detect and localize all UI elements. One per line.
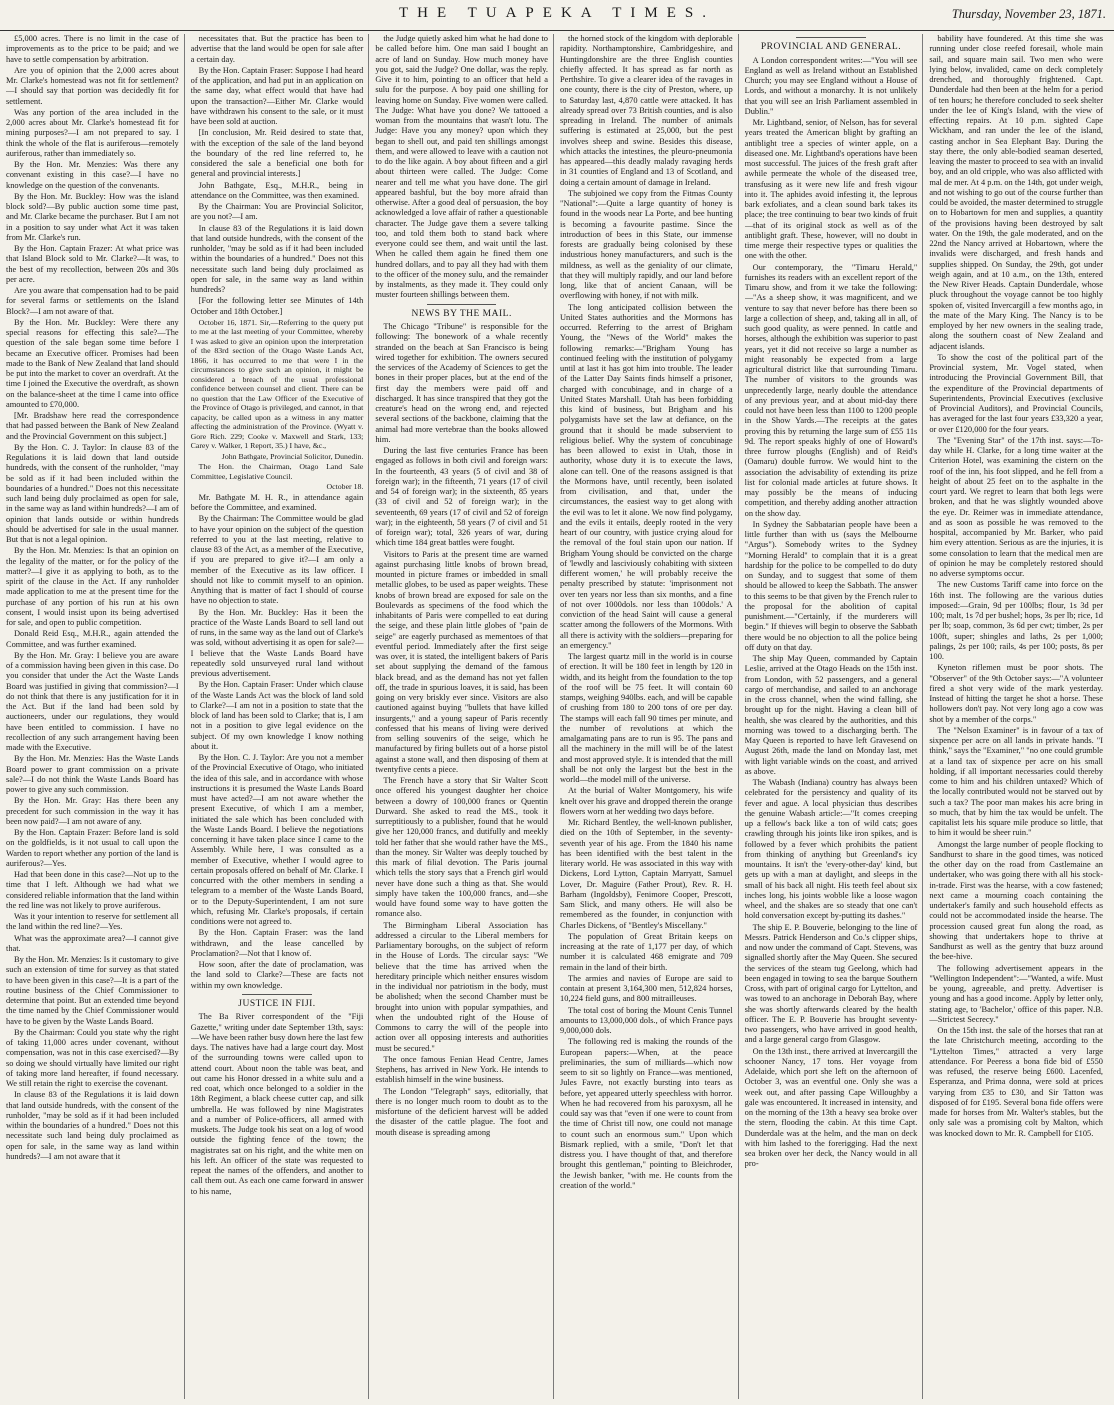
article-paragraph: To show the cost of the political part of the Provincial system, Mr. Vogel stated, when introducing the Provincial Government Bill, that the expenditure of the Provincial departments of Superintendents, Provincial Executives (exclusive of Provincial Auditors), and Provincial Councils, has averaged for the last four years £33,320 a year, or over £120,000 for the four years. bbox=[929, 352, 1103, 434]
note-paragraph: October 16, 1871. Sir,—Referring to the query put to me at the last meeting of your Committee, whereby I was asked to give an opinion upon the interpretation of the 83rd section of the Otago Waste Lands Act, 1866, it has occurred to me that were I in the circumstances to give such an opinion, it might be considered a breach of the usual professional confidence between counsel and client. There can be no question that the Law Officer of the Executive of the Province of Otago is privileged, and cannot, in that capacity, be called upon as a witness in any matter affecting the administration of the Province. (Wyatt v. Gore Rich. 229; Cooke v. Maxwell and Stark, 133; Carey v. Walker, 1 Report, 35.) I have, &c., bbox=[190, 317, 364, 451]
article-paragraph: The following advertisement appears in the "Wellington Independent":—"Wanted, a wife. Must be young, agreeable, and pretty. Advertiser is young and has a good income. Apply by letter only, stating age, to 'Bachelor,' office of this paper. N.B.—Strictest Secrecy." bbox=[929, 963, 1103, 1024]
column-2 bbox=[191, 34, 370, 1399]
article-paragraph: During the last five centuries France has been engaged as follows in both civil and foreign wars: In the fourteenth, 43 years (5 of civil and 38 of foreign war); in the fifteenth, 71 years (17 of civil and 54 of foreign war); in the sixteenth, 85 years (33 of civil and 52 of foreign war); in the seventeenth, 69 years (17 of civil and 52 of foreign war); in the eighteenth, 58 years (7 of civil and 51 of foreign war); total, 326 years of war, during which time 184 great battles were fought. bbox=[375, 446, 548, 548]
article-paragraph: By the Hon. Captain Fraser: Under which clause of the Waste Lands Act was the block of land sold to Clarke?—I am not in a position to state that the block of land has been sold to Clarke; that is, I am not in a position to give legal evidence on the subject. Of my own knowledge I know nothing about it. bbox=[190, 680, 364, 751]
article-paragraph: By the Hon. Mr. Buckley: Has it been the practice of the Waste Lands Board to sell land out of runs, in the same way as the land out of Clarke's was sold, without advertising it as open for sale?—I believe that the Waste Lands Board have repeatedly sold unsurveyed rural land without previous advertisement. bbox=[190, 607, 364, 678]
article-paragraph: Was it your intention to reserve for settlement all the land within the red line?—Yes. bbox=[6, 912, 179, 932]
masthead bbox=[0, 0, 1114, 31]
article-paragraph: Visitors to Paris at the present time are warned against purchasing little knobs of brown bread, mounted in picture frames or imbedded in small metallic globes, to be used as paper weights. These knobs of brown bread are exposed for sale on the Boulevards as specimens of the food which the inhabitants of Paris were compelled to eat during the seige, and these plain little globes of "pain de seige" are eagerly purchased as mementoes of that eventful period. Immediately after the first seige was over, it is stated, the intelligent bakers of Paris set about supplying the demand of the famous black bread, and as the demand has not yet fallen off, the trade in spurious loaves, it is said, has been going on very briskly ever since. Visitors are also cautioned against buying "bullets that have killed insurgents," and a young sapeur of Paris recently confessed that his means of living were derived from selling souvenirs of the seige, which he manufactured by firing bullets out of a horse pistol against a stone wall, and then disposing of them at twentyfive cents a piece. bbox=[375, 549, 548, 774]
article-paragraph: The ship E. P. Bouverie, belonging to the line of Messrs. Patrick Henderson and Co.'s clipper ships, and now under the command of Capt. Stevens, was signalled shortly after the May Queen. She secured the services of the steam tug Geelong, which had been engaged in towing to sea the barque Southern Cross, with part of original cargo for Lyttelton, and was towed to an anchorage in Deborah Bay, where she was shortly afterwards cleared by the health officer. The E. P. Bouverie has brought seventy-two passengers, who have arrived in good health, and a large general cargo from Glasgow. bbox=[744, 922, 918, 1045]
section-heading: JUSTICE IN FIJI. bbox=[238, 998, 316, 1009]
article-paragraph: What was the approximate area?—I cannot give that. bbox=[6, 933, 179, 953]
newspaper-title: THE TUAPEKA TIMES. bbox=[398, 5, 716, 21]
article-paragraph: By the Hon. Mr. Gray: I believe you are aware of a commission having been given in this case. Do you consider that under the Act the Waste Lands Board was justified in giving that commission?—I do not think that there is any justification for it in the Act. But if the land had been sold by auctioneers, under our regulations, they would have been entitled to commission. I have no recollection of any such arrangement having been made with the Executive. bbox=[6, 650, 179, 752]
article-paragraph: By the Chairman: You are Provincial Solicitor, are you not?—I am. bbox=[190, 202, 364, 222]
article-paragraph: By the Hon. Mr. Gray: Has there been any precedent for such commission in the way it has been now paid?—I am not aware of any. bbox=[6, 796, 179, 826]
article-paragraph: By the Chairman: Could you state why the right of taking 11,000 acres under covenant, without compensation, was not in this case exercised?—By so doing we should virtually have limited our right of taking more land hereafter, if found necessary. We still retain the right to exercise the covenant. bbox=[6, 1027, 179, 1088]
article-paragraph: Amongst the large number of people flocking to Sandhurst to share in the good times, was noticed the other day on the road from Castlemaine an undertaker, who was going there with all his stock-in-trade. First was the hearse, with a cow fastened; next came a mourning coach containing the undertaker's family and such household effects as could not be accommodated inside the hearse. The procession caused great fun along the road, as showing that undertakers hope to thrive at Sandhurst as well as the gentry that buzz around the bee-hive. bbox=[929, 839, 1103, 962]
section-rule bbox=[796, 37, 865, 38]
article-paragraph: John Bathgate, Esq., M.H.R., being in attendance on the Committee, was then examined. bbox=[190, 180, 364, 200]
note-paragraph: The Hon. the Chairman, Otago Land Sale Committee, Legislative Council. bbox=[190, 462, 364, 481]
article-paragraph: The subjoined we copy from the Fitmas County "National":—Quite a large quantity of honey is found in the woods near La Porte, and bee hunting is becoming a favourite pastime. Since the introduction of bees in this State, our immense forests are gradually being colonised by these industrious honey manufacturers, and such is the mildness, as well as the geniality of our climate, that they will multiply rapidly, and our land before long, like that of ancient Canaan, will be overflowing with honey, if not with milk. bbox=[560, 188, 733, 301]
article-paragraph: By the Hon. Mr. Menzies: Is that an opinion on the legality of the matter, or for the policy of the matter?—I give it as applying to both, as to the spirit of the clause in the Act. If any runholder made application to me at the present time for the purchase of any portion of his run at his own consent, I would insist upon its being advertised for sale, and open to public competition. bbox=[6, 546, 179, 627]
newspaper-columns bbox=[6, 34, 1108, 1399]
article-paragraph: The French have a story that Sir Walter Scott once offered his youngest daughter her choice between a dowry of 100,000 francs or Quentin Durward. She asked to read the MS., took it surreptitiously to a publisher, found that he would give her 120,000 francs, and dutifully and meekly told her father that she would rather have the MS., than the money. Sir Walter was deeply touched by this mark of filial devotion. The Paris journal which tells the story says that a French girl would never have done such a thing as that. She would simply have taken the 100,000 francs, and—she would have found some way to have gotten the romance also. bbox=[375, 776, 548, 919]
article-paragraph: In clause 83 of the Regulations it is laid down that land outside hundreds, with the consent of the runholder, "may be sold as if it had been included within the boundaries of a hundred." Does not this necessitate such land being duly proclaimed as open for sale, in the same way as land within hundreds? bbox=[190, 223, 364, 294]
article-paragraph: A London correspondent writes:—"You will see England as well as Ireland without an Established Church; you may see England without a House of Lords, and without a monarchy. It is not unlikely that you will see an Irish Parliament assembled in Dublin." bbox=[744, 55, 918, 116]
article-paragraph: Mr. Lightband, senior, of Nelson, has for several years treated the American blight by grafting an antiblight tree a species of winter apple, on a diseased one. Mr. Lightband's operations have been most successful. The juices of the fresh graft after awhile permeate the whole of the diseased tree, transfusing as it were new life and fresh vigour into it. The aphides avoid infesting it, the leprous bark exfoliates, and a clean sound bark takes its place; the tree continuing to bear two kinds of fruit—that of its original stock as well as of the antiblight graft. These, however, will no doubt in time merge their respective types or qualities the one with the other. bbox=[744, 118, 918, 261]
article-paragraph: The once famous Fenian Head Centre, James Stephens, has arrived in New York. He intends to establish himself in the wine business. bbox=[375, 1054, 548, 1085]
column-1 bbox=[6, 34, 185, 1399]
column-4 bbox=[560, 34, 739, 1399]
article-paragraph: Are you of opinion that the 2,000 acres about Mr. Clarke's homestead was not fit for settlement?—I should say that portion was decidedly fit for settlement. bbox=[6, 65, 179, 106]
article-paragraph: [For the following letter see Minutes of 14th October and 18th October.] bbox=[190, 296, 364, 316]
article-paragraph: The Wabash (Indiana) country has always been celebrated for the persistency and quality of its fever and ague. A local physician thus describes the genuine Wabash article:—"It comes creeping up a fellow's back like a ton of wild cats; goes crawling through his joints like iron spikes, and is followed by a fever which prohibits the patient from thinking of anything but Greenland's icy mountains. It isn't the 'every-other-day' kind, but gets up with a man at daylight, and sleeps in the small of his back all night. His teeth feel about six inches long, his joints wobble like a loose wagon wheel, and the shakes are so steady that one can't hold conversation except by-putting its dashes." bbox=[744, 778, 918, 921]
article-paragraph: The "Evening Star" of the 17th inst. says:—To-day while H. Clarke, for a long time waiter at the Criterion Hotel, was examining the cistern on the roof of the inn, his foot slipped, and he fell from a height of about 25 feet on to the asphalte in the court yard. We regret to learn that both legs were broken, and that he was slightly wounded above the eye. Dr. Reimer was in immediate attendance, and as soon as possible he was removed to the hospital, accompanied by Mr. Barker, who paid him every attention. Serious as are the injuries, it is some consolation to learn that the medical men are of opinion he may be completely restored should no adverse symptoms occur. bbox=[929, 435, 1103, 578]
article-paragraph: Mr. Richard Bentley, the well-known publisher, died on the 10th of September, in the seventy-seventh year of his age. From the 1840 his name has been identified with the best talent in the literary world. He was associated in this way with Dickens, Lord Lytton, Captain Marryatt, Samuel Lover, Dr. Maguire (Father Prout), Rev. R. H. Barham (Ingoldsby), Fenimore Cooper, Prescott, Sam Slick, and many others. He will also be remembered as the founder, in conjunction with Charles Dickens, of "Bentley's Miscellany." bbox=[560, 818, 733, 930]
article-paragraph: The London "Telegraph" says, editorially, that there is no longer much room to doubt as to the misfortune of the deficient harvest will be added the disaster of the cattle plague. The foot and mouth disease is spreading among bbox=[375, 1086, 548, 1137]
article-paragraph: necessitates that. But the practice has been to advertise that the land would be open for sale after a certain day. bbox=[190, 34, 364, 64]
article-paragraph: The Birmingham Liberal Association has addressed a circular to the Liberal members for Parliamentary boroughs, on the subject of reform in the House of Lords. The circular says: "We believe that the time has arrived when the hereditary principle which neither ensures wisdom in the individual nor patriotism in the body, must be abolished; when the second Chamber must be brought into union with popular sympathies, and when the undoubted right of the House of Commons to carry the will of the people into action over all opposing interests and authorities must be secured." bbox=[375, 920, 548, 1053]
section-heading: PROVINCIAL AND GENERAL. bbox=[760, 42, 902, 52]
article-paragraph: Donald Reid Esq., M.H.R., again attended the Committee, and was further examined. bbox=[6, 629, 179, 649]
article-paragraph: the Judge quietly asked him what he had done to be called before him. One man said I bought an acre of land on Sunday. How much money have you got, said the Judge? One dollar, was the reply. Give it to him, pointing to an officer that held a sulu for the purpose. A boy paid one shilling for leaving home on Sunday. Five women were called. The Judge: What have you done? We tattooed a woman from the mountains that wasn't lotu. The Judge: Have you any money? upon which they began to shell out, and paid ten shillings amongst them, and were allowed to leave with a caution not to do the like again. A boy about fifteen and a girl about thirteen were called. The Judge: Come nearer and tell me what you have done. The girl appeared bashful, but the boy more afraid than otherwise. After a good deal of persuasion, the boy acknowledged a love affair of rather a questionable character. The Judge gave them a severe talking too, and told them both to stand back where everyone could see them, and wait until the last. When he called them again he fined them one hundred dollars, and to pay all they had with them to the officer of the money sulu, and the remainder by instalments, as they made it. They could only muster fourteen shillings between them. bbox=[375, 34, 548, 300]
article-paragraph: On the 13th inst., there arrived at Invercargill the schooner Nancy, 17 tons. Her voyage from Adelaide, which port she left on the afternoon of October 3, was an eventful one. Only she was a week out, and after passing Cape Willoughby a gale was encountered. It increased in intensity, and on the morning of the 13th a heavy sea broke over the stern, flooding the cabin. At this time Capt. Dunderdale was at the helm, and the man on deck with him lashed to the forerigging. Had the next sea broken over her deck, the Nancy would in all pro- bbox=[744, 1046, 918, 1169]
article-paragraph: Mr. Bathgate M. H. R., in attendance again before the Committee, and examined. bbox=[190, 492, 364, 512]
column-6 bbox=[929, 34, 1108, 1399]
article-paragraph: The following red is making the rounds of the European papers:—When, at the peace preliminaries, the sum of milliards—which now seem to sit so lightly on France—was mentioned, Jules Favre, not exactly bursting into tears as before, yet appeared utterly speechless with horror. When he had recovered from his paroxysm, all he could say was that "even if one were to count from the time of Christ till now, one could not manage to count such an enormous sum." Upon which Bismark replied, with a smile, "Don't let that distress you. I have thought of that, and therefore brought this gentleman," pointing to Bleichroder, the Jewish banker, "with me. He counts from the creation of the world." bbox=[560, 1037, 733, 1190]
article-paragraph: The long anticipated collision between the United States authorities and the Mormons has occurred. Referring to the arrest of Brigham Young, the "News of the World" makes the following remarks:—"Brigham Young has continued feeling with the institution of polygamy until at last it has got him into trouble. The leader of the Latter Day Saints finds himself a prisoner, charged with concubinage, and in charge of a United States Marshall. Utah has been forbidding this kind of business, but Brigham and his polygamists have set the law at defiance, on the ground that it should be made subservient to religious belief. Why the system of concubinage has been allowed to exist in Utah, those in authority, whose duty it is to execute the laws, alone can tell. One of the reasons assigned is that the Mormons have, until recently, been isolated from civilisation, and that, under the circumstances, the easiest way to get along with the evil was to let it alone. We now find polygamy, and the evils it entails, deeply rooted in the very heart of our country, with justice crying aloud for the removal of the foul stain upon our nation. If Brigham Young should be convicted on the charge of 'lewdly and lasciviously cohabiting with sixteen different women,' he will probably receive the penalty prescribed by statute: 'imprisonment not over ten years nor less than six months, and a fine of not over 1000dols. nor less than 100dols.' A conviction of the head Saint will cause a general scatter among the followers of the Mormons. With all there is activity with the soldiers—preparing for an emergency." bbox=[560, 302, 733, 650]
signature-line: October 18. bbox=[326, 482, 364, 492]
article-paragraph: By the Hon. Mr. Buckley: How was the island block sold?—By public auction some time past, and Mr. Clarke became the purchaser. But I am not in a position to say under what Act it was taken from Mr. Clarke's run. bbox=[6, 191, 179, 242]
article-paragraph: The Ba River correspondent of the "Fiji Gazette," writing under date September 13th, says:—We have been rather busy down here the last few days. The natives have had a large court day. Most of the surrounding towns were called upon to attend court. About noon the table was beat, and out came his Honor dressed in a white sulu and a red coat, which once belonged to a soldier in the 18th Regiment, a black cheese cutter cap, and silk umbrella. He was followed by nine Magistrates and a number of Police-officers, all armed with muskets. The Judge took his seat on a log of wood outside the fighting fence of the town; the magistrates sat on his right, and the white men on his left. An officer of the state was requested to repeat the names of the offenders, and another to call them out. As each one came forward in answer to his name, bbox=[190, 1012, 364, 1196]
section-rule bbox=[427, 304, 496, 305]
article-paragraph: By the Chairman: The Committee would be glad to have your opinion on the subject of the question referred to you at the last meeting, relative to clause 83 of the Act, as a member of the Executive, if you are prepared to give it?—I am only a member of the Executive as its law officer. I should not like to commit myself to an opinion. Anything that is matter of fact I should of course have no objection to state. bbox=[190, 514, 364, 606]
article-paragraph: By the Hon. Captain Frazer: At what price was that Island Block sold to Mr. Clarke?—It was, to the best of my recollection, between 20s and 30s per acre. bbox=[6, 244, 179, 284]
section-rule bbox=[242, 994, 311, 995]
article-paragraph: £5,000 acres. There is no limit in the case of improvements as to the price to be paid; and we have to settle compensation by arbitration. bbox=[6, 34, 179, 64]
article-paragraph: By the Hon. Mr. Menzies: Has the Waste Lands Board power to grant commission on a private sale?—I do not think the Waste Lands Board has power to give any such commission. bbox=[6, 754, 179, 794]
article-paragraph: By the Hon. Mr. Buckley: Were there any special reasons for effecting this sale?—The question of the sale began some time before I became an Executive officer. Promises had been made to the Bank of New Zealand that land should be put into the market to cover an overdraft. At the time I joined the Executive the overdraft, as shown on the balance-sheet at the time I came into office amounted to £70,000. bbox=[6, 317, 179, 409]
article-paragraph: the horned stock of the kingdom with deplorable rapidity. Northamptonshire, Cambridgeshire, and Huntingdonshire are the three English counties chiefly affected. It has spread as far north as Perthshire. To give a clearer idea of the ravages in one county, there is the city of Preston, where, up to Saturday last, 4,870 cattle were attacked. It has already spread over 73 British counties, and is also spreading in Ireland. The number of animals suffering is estimated at 25,000, but the pest involves sheep and swine. Besides this disease, which attacks the intestines, the pleuro-pneumonia has appeared—this deadly malady ravaging herds in 31 counties of England and 13 of Scotland, and doing a certain amount of damage in Ireland. bbox=[560, 34, 733, 187]
article-paragraph: Was any portion of the area included in the 2,000 acres about Mr. Clarke's homestead fit for mining purposes?—I am not prepared to say. I think the whole of the flat is auriferous—remotely auriferous, rather than immediately so. bbox=[6, 107, 179, 158]
article-paragraph: By the Hon. Mr. Menzies: Is it customary to give such an extension of time for survey as that stated to have been given in this case?—It is a part of the routine business of the Chief Commissioner to determine that point. But an extended time beyond the time named by the Chief Commissioner would have to be given by the Waste Lands Board. bbox=[6, 955, 179, 1026]
section-heading: NEWS BY THE MAIL. bbox=[411, 308, 512, 319]
column-3 bbox=[375, 34, 554, 1399]
column-5 bbox=[745, 34, 924, 1399]
article-paragraph: [Mr. Bradshaw here read the correspondence that had passed between the Bank of New Zealand and the Provincial Government on this subject.] bbox=[6, 411, 179, 441]
article-paragraph: bability have foundered. At this time she was running under close reefed foresail, whole main sail, and square main sail. Two men who were lying below, invalided, came on deck completely drenched, and thoroughly frightened. Capt. Dunderdale had then been at the helm for a period of ten hours; he therefore concluded to seek shelter under the lee of King's Island, with the view of effecting repairs. At 10 p.m. sighted Cape Wickham, and ran under the lee of the island, casting anchor in Sea Elephant Bay. During the stay there, the only able-bodied seaman deserted, leaving the master to proceed to sea with an invalid boy, and an old cripple, who was also afflicted with mal de mer. At 4 p.m. on the 14th, got under weigh, and not wishing to go out of the course further than could be avoided, the master determined to struggle on to Hobartown for men and supplies, a quantity of the provisions having been destroyed by salt water. On the 19th, the gale moderated, and on the 22nd the Nancy arrived at Hobartown, where the invalids were discharged, and fresh hands and supplies shipped. On Sunday, the 29th, got under weigh again, and at 10 a.m., on the 13th, entered the New River Heads. Captain Dunderdale, whose pluck throughout the voyage cannot be too highly spoken of, visited Invercargill a few months ago, in the mate of the Mary King. The Nancy is to be employed by her new owners in the sealing trade, along the southern coast of New Zealand and adjacent islands. bbox=[929, 34, 1103, 351]
article-paragraph: In clause 83 of the Regulations it is laid down that land outside hundreds, with the consent of the runholder, "may be sold as if it had been included within the boundaries of a hundred." Does not this necessitate such land being duly proclaimed as open for sale, in the same way as land within hundreds?—I am not aware that it bbox=[6, 1090, 179, 1161]
article-paragraph: The largest quartz mill in the world is in course of erection. It will be 180 feet in length by 120 in width, and its height from the foundation to the top of the roof will be 75 feet. It will contain 60 stamps, weighing 940lbs. each, and will be capable of crushing from 180 to 200 tons of ore per day. The stamps will each fall 90 times per minute, and the number of revolutions at which the amalgamating pans are to run is 95. The pans and all the machinery in the mill will be of the latest and most approved style. It is intended that the mill shall be not only the largest but the best in the world—the model mill of the universe. bbox=[560, 652, 733, 784]
article-paragraph: The population of Great Britain keeps on increasing at the rate of 1,177 per day, of which number it is calculated 468 emigrate and 709 remain in the land of their birth. bbox=[560, 931, 733, 972]
signature-line: John Bathgate, Provincial Solicitor, Dunedin. bbox=[221, 451, 364, 461]
article-paragraph: The new Customs Tariff came into force on the 16th inst. The following are the various duties imposed:—Grain, 9d per 100lbs; flour, 1s 3d per 100; malt, 1s 7d per bushel; hops, 3s per lb; rice, 1d per lb; soap, common, 3s 6d per cwt; timber, 2s per 100ft, super; shingles and laths, 2s per 1,000; palings, 2s per 100; rails, 4s per 100; posts, 8s per 100. bbox=[929, 580, 1103, 661]
article-paragraph: By the Hon. Captain Frazer: Before land is sold on the goldfields, is it not usual to call upon the Warden to report whether any portion of the land is auriferous?—Yes. bbox=[6, 828, 179, 868]
article-paragraph: On the 15th inst. the sale of the horses that ran at the late Christchurch meeting, according to the "Lyttelton Times," attracted a very large attendance. For Peeress a bona fide bid of £550 was refused, the reserve being £600. Lacenfed, Esperanza, and Prima donna, were sold at prices varying from £35 to £30, and Sir Tatton was disposed of for £195. Several bona fide offers were made for horses from Mr. Walter's stables, but the only sale was a promising colt by Malton, which was knocked down to Mr. R. Campbell for £105. bbox=[929, 1026, 1103, 1138]
article-paragraph: Had that been done in this case?—Not up to the time that I left. Although we had what we considered reliable information that the land within the red line was not likely to prove auriferous. bbox=[6, 870, 179, 910]
article-paragraph: The total cost of boring the Mount Cenis Tunnel amounts to 13,000,000 dols., of which France pays 9,000,000 dols. bbox=[560, 1005, 733, 1035]
article-paragraph: Kyneton riflemen must be poor shots. The "Observer" of the 9th October says:—"A volunteer fired a shot very wide of the mark yesterday. Instead of hitting the target he shot a horse. These hollowers don't pay. Not very long ago a cow was shot by a member of the corps." bbox=[929, 663, 1103, 724]
article-paragraph: The armies and navies of Europe are said to contain at present 3,164,300 men, 512,824 horses, 10,224 field guns, and 800 mitrailleuses. bbox=[560, 973, 733, 1004]
article-paragraph: By the Hon. Captain Fraser: Suppose I had heard of the application, and had put in an application on the same day, what effect would that have had upon the transaction?—Either Mr. Clarke would have withdrawn his consent to the sale, or it must have been sold at auction. bbox=[190, 65, 364, 126]
article-paragraph: In Sydney the Sabbatarian people have been a little further than with us (says the Melbourne "Argus"). Somebody writes to the Sydney "Morning Herald" to complain that it is a great hardship for the police to be compelled to do duty on Sunday, and to suggest that some of them should be allowed to keep the Sabbath. The answer to this seems to be that given by the French ruler to the proposal for the abolition of capital punishment.—"Certainly, if the murderers will begin." If thieves will begin to observe the Sabbath there would be no objection to all the police being off duty on that day. bbox=[744, 519, 918, 652]
issue-date: Thursday, November 23, 1871. bbox=[951, 7, 1106, 21]
article-paragraph: By the Hon. C. J. Taylor: Are you not a member of the Provincial Executive of Otago, who initiated the idea of this sale, and in accordance with whose instructions it is presumed the Waste Lands Board must have acted?—I am not aware whether the present Executive, of which I am a member, initiated the sale which has been concluded with the Waste Lands Board. I believe the negotiations concerning it have taken place since I came to the Assembly. While here, I was consulted as a member of Executive, whether I would agree to certain proposals offered on behalf of Mr. Clarke. I concurred with the other members in sending a telegram to a member of the Waste Lands Board, or to the Deputy-Superintendent, I am not sure which, refusing Mr. Clarke's proposals, if certain conditions were not agreed to. bbox=[190, 753, 364, 926]
article-paragraph: At the burial of Walter Montgomery, his wife knelt over his grave and dropped therein the orange flowers worn at her wedding two days before. bbox=[560, 786, 733, 816]
article-paragraph: By the Hon. Captain Fraser: was the land withdrawn, and the lease cancelled by Proclamation?—Not that I know of. bbox=[190, 928, 364, 958]
article-paragraph: By the Hon. C. J. Taylor: In clause 83 of the Regulations it is laid down that land outside hundreds, with the consent of the runholder, "may be sold as if it had been included within the boundaries of a hundred." Does not this necessitate such land being duly proclaimed as open for sale, in the same way as land within hundreds?—I am of opinion that lands outside or within hundreds should be advertised for sale in the usual manner. But that is not a legal opinion. bbox=[6, 442, 179, 544]
article-paragraph: The ship May Queen, commanded by Captain Leslie, arrived at the Otago Heads on the 15th inst. from London, with 52 passengers, and a general cargo of merchandise, and sailed to an anchorage in the cross channel, when the wind falling, she brought up for the night. Having a clean bill of health, she was cleared by the authorities, and this morning was towed to a discharging berth. The May Queen is reported to have left Gravesend on August 26th, made the land on Monday last, met with light variable winds on the coast, and arrived as above. bbox=[744, 654, 918, 776]
article-paragraph: By the Hon. Mr. Menzies: Was there any convenant existing in this case?—I have no knowledge on the question of the convenants. bbox=[6, 160, 179, 190]
article-paragraph: How soon, after the date of proclamation, was the land sold to Clarke?—These are facts not within my own knowledge. bbox=[190, 960, 364, 990]
article-paragraph: The "Nelson Examiner" is in favour of a tax of sixpence per acre on all lands in private hands. "I think," says the "Examiner," "no one could grumble at a land tax of sixpence per acre on his small holding, if all important necessaries could thereby come to him and his children untaxed? Which of the locally contributed would not be starved out by such a tax? The poor man makes his acre bring in so much, that by him the tax would be unfelt. The capitalist lets his square mile produce so little, that to him it would be sheer ruin." bbox=[929, 725, 1103, 838]
article-paragraph: Our contemporary, the "Timaru Herald," furnishes its readers with an excellent report of the Timaru show, and from it we take the following:—"As a sheep show, it was magnificent, and we venture to say that never before has there been so large a collection of sheep, and, taking all in all, of such good quality, as were penned. In cattle and horses, although the exhibition was superior to past years, yet it did not receive so large a number as might reasonably be expected from a large agricultural district like that surrounding Timaru. The number of visitors to the grounds was unprecedently large, nearly double the attendance of any previous year, and at about mid-day there could not have been less than 1100 to 1200 people in the Show Yards.—The receipts at the gates proving this by returning the large sum of £55 11s 9d. The report speaks highly of one of Howard's three furrow ploughs (English) and of Reid's (Oamaru) double furrow. We would hint to the association the advisability of extending its prize list for colonial made articles at future shows. It may possibly be the means of inducing competition, and thereby adding another attraction on the show day. bbox=[744, 262, 918, 518]
article-paragraph: Are you aware that compensation had to be paid for several farms or settlements on the Island Block?—I am not aware of that. bbox=[6, 286, 179, 316]
article-paragraph: The Chicago "Tribune" is responsible for the following: The bonework of a whale recently stranded on the beach at San Francisco is being wired together for exhibition. The owners secured the services of the Academy of Sciences to get the bones in their proper places, but at the end of the first day the members were paid off and discharged. It has since transpired that they got the creature's head on the wrong end, and rejected several sections of the backbone, claiming that the animal had more vertebrae than the books allowed him. bbox=[375, 322, 548, 444]
article-paragraph: [In conclusion, Mr. Reid desired to state that, with the exception of the sale of the land beyond the boundary of the red line referred to, he considered the sale a beneficial one both for general and provincial interests.] bbox=[190, 128, 364, 179]
